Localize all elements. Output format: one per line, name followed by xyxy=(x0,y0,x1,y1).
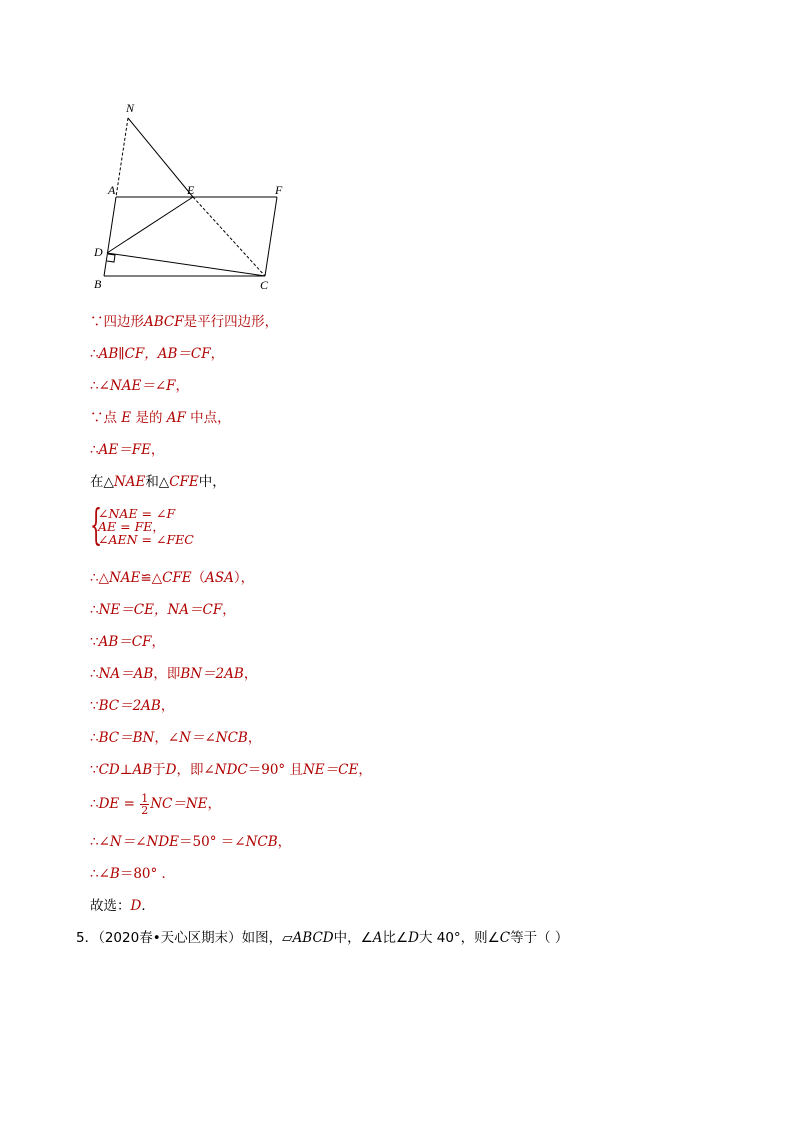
math: D xyxy=(130,898,142,914)
geometry-figure xyxy=(88,98,298,298)
text: ＝80° ． xyxy=(119,866,176,882)
text: ∵ xyxy=(90,698,99,714)
text: ∴ xyxy=(90,378,99,394)
math: BN＝2AB xyxy=(180,666,244,682)
solution-line-12 xyxy=(90,729,261,747)
math: NDC xyxy=(214,762,248,778)
math: AF xyxy=(166,410,186,426)
label-A: A xyxy=(108,183,116,197)
math: AE = FE xyxy=(98,519,153,534)
math: CD⊥AB xyxy=(98,762,153,778)
text: ， xyxy=(151,634,165,650)
math: NE＝CE xyxy=(302,762,359,778)
text: 和△ xyxy=(145,474,170,490)
math: E xyxy=(121,410,132,426)
parallelogram-diagram xyxy=(88,98,298,298)
segment-NE xyxy=(128,118,193,197)
math: CFE xyxy=(169,474,199,490)
math: A xyxy=(372,930,383,946)
solution-line-7 xyxy=(90,569,254,587)
solution-line-1 xyxy=(90,313,278,331)
solution-line-17 xyxy=(90,897,155,915)
math: C xyxy=(499,930,511,946)
text: 中点， xyxy=(190,410,231,426)
math: ∠NAE＝∠F xyxy=(98,378,176,394)
text: 故选： xyxy=(90,898,131,914)
math: NE＝CE，NA＝CF xyxy=(98,602,223,618)
solution-line-4 xyxy=(90,409,231,427)
math: NA＝AB xyxy=(98,666,154,682)
text: ， xyxy=(150,442,165,458)
text: ， xyxy=(247,730,262,746)
text: ， xyxy=(222,602,236,618)
text: 比∠ xyxy=(382,930,409,946)
text: 是平行四边形， xyxy=(183,314,279,330)
solution-line-8 xyxy=(90,601,236,619)
text: ， xyxy=(277,834,292,850)
right-angle-mark xyxy=(107,254,115,262)
equation-system xyxy=(90,500,230,549)
math: BC＝2AB xyxy=(98,698,161,714)
text: ， xyxy=(243,666,258,682)
solution-line-14 xyxy=(90,792,221,816)
fraction xyxy=(140,793,149,816)
math: NCB xyxy=(245,834,278,850)
segment-NA-dashed xyxy=(116,118,128,197)
fraction-denominator: 2 xyxy=(141,804,149,817)
text: = xyxy=(119,796,140,812)
system-row-1: ∠NAE = ∠F xyxy=(98,506,176,521)
text: （ xyxy=(191,570,206,586)
text: ∴ xyxy=(90,730,99,746)
text: ∵点 xyxy=(90,410,117,426)
math: D xyxy=(408,930,419,946)
solution-line-10 xyxy=(90,665,257,683)
solution-line-15 xyxy=(90,833,291,851)
text: ∴ xyxy=(90,666,99,682)
text: ∴ xyxy=(90,346,99,362)
text: ，即∠ xyxy=(176,762,215,778)
math: B xyxy=(109,866,120,882)
math: ABCF xyxy=(144,314,184,330)
math: D xyxy=(165,762,177,778)
label-B: B xyxy=(94,277,102,291)
math: N＝∠NDE xyxy=(109,834,180,850)
text: ， xyxy=(175,378,190,394)
math: NAE xyxy=(108,570,141,586)
text: ＝90° 且 xyxy=(247,762,303,778)
text: ）， xyxy=(233,570,255,586)
text: ∴∠ xyxy=(90,834,110,850)
math: AE＝FE xyxy=(98,442,151,458)
label-F: F xyxy=(275,183,283,197)
math: ASA xyxy=(205,570,234,586)
text: ∵ xyxy=(90,634,99,650)
question-number: 5． xyxy=(76,930,99,946)
math: AB＝CF xyxy=(98,634,152,650)
text: ∴∠ xyxy=(90,866,110,882)
text: 在△ xyxy=(90,474,114,490)
text: ， xyxy=(152,519,165,534)
math: N＝∠NCB xyxy=(179,730,248,746)
text: ． xyxy=(141,898,155,914)
segment-EC-dashed xyxy=(193,197,265,276)
text: ＝50° ＝∠ xyxy=(179,834,246,850)
segment-DE xyxy=(107,197,193,253)
label-N: N xyxy=(126,101,135,115)
math: ABCD xyxy=(292,930,334,946)
text: 等于（ ） xyxy=(510,930,569,946)
text: ， xyxy=(210,346,225,362)
text: ≌△ xyxy=(140,570,163,586)
math: CFE xyxy=(162,570,192,586)
text: ∵ xyxy=(90,762,99,778)
solution-line-13 xyxy=(90,761,372,779)
text: 大 40°，则∠ xyxy=(418,930,500,946)
text: ， xyxy=(358,762,372,778)
label-E: E xyxy=(187,183,195,197)
text: ∴△ xyxy=(90,570,109,586)
math: BC＝BN xyxy=(98,730,155,746)
text: 中，∠ xyxy=(333,930,373,946)
text: 中， xyxy=(198,474,226,490)
text: 是的 xyxy=(135,410,163,426)
math: DE xyxy=(98,796,120,812)
solution-line-11 xyxy=(90,697,174,715)
text: ， xyxy=(160,698,175,714)
label-D: D xyxy=(94,245,103,259)
text: ，∠ xyxy=(154,730,180,746)
text: ∴ xyxy=(90,796,99,812)
solution-line-5 xyxy=(90,441,164,459)
left-brace: { xyxy=(90,500,103,549)
solution-line-9 xyxy=(90,633,165,651)
label-C: C xyxy=(260,278,269,292)
text: ∵四边形 xyxy=(90,314,144,330)
solution-line-2 xyxy=(90,345,224,363)
math: AB∥CF，AB＝CF xyxy=(98,346,211,362)
segment-FC xyxy=(265,197,277,276)
text: ∴ xyxy=(90,602,99,618)
math: NC＝NE xyxy=(150,796,208,812)
segment-BA xyxy=(104,197,116,276)
question-5 xyxy=(76,929,568,947)
text: 如图，▱ xyxy=(241,930,293,946)
solution-line-6 xyxy=(90,473,226,491)
solution-line-16 xyxy=(90,865,175,883)
text: ， xyxy=(207,796,221,812)
solution-line-3 xyxy=(90,377,189,395)
fraction-numerator: 1 xyxy=(141,792,149,805)
system-row-3: ∠AEN = ∠FEC xyxy=(98,532,194,547)
question-source: （2020春•天心区期末） xyxy=(98,930,242,946)
text: 于 xyxy=(152,762,166,778)
text: ，即 xyxy=(153,666,181,682)
segment-DC xyxy=(107,253,265,276)
text: ∴ xyxy=(90,442,99,458)
math: NAE xyxy=(113,474,146,490)
